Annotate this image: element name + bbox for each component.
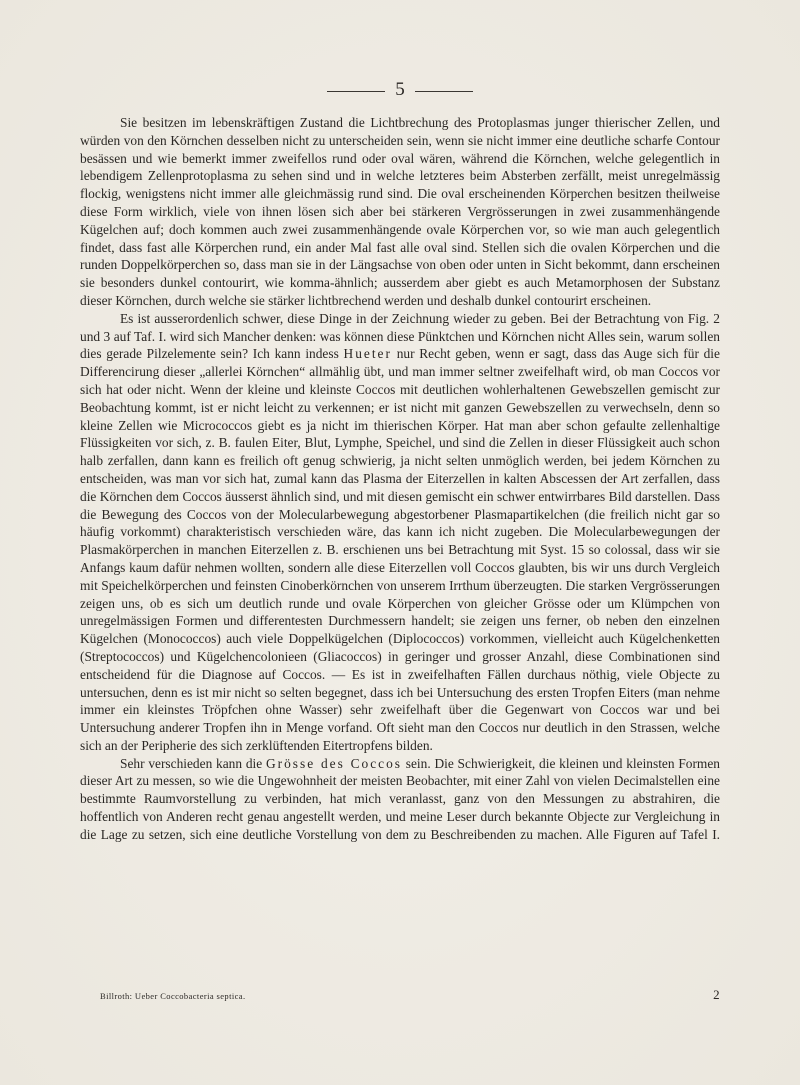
- paragraph-2-text-b: nur Recht geben, wenn er sagt, dass das Auge sich für die Differencirung dieser „allerlei Körnchen“ allmählig übt, und man immer seltner zweifelhaft wird, ob man Coccos vor sich hat oder nicht. Wenn der kleine und kleinste Coccos mit deutlichen wohlerhaltenen Gewebszellen gemischt zur Beobachtung kommt, ist er nicht leicht zu verkennen; er ist nicht mit ganzen Gewebszellen zu verwechseln, denn so kleine Zellen wie Micrococcos giebt es ja nicht im thierischen Körper. Hat man aber schon gefaulte zellenhaltige Flüssigkeiten vor sich, z. B. faulen Eiter, Blut, Lymphe, Speichel, und sind die Zellen in dieser Flüssigkeit auch schon halb zerfallen, dann kann es freilich oft genug schwierig, ja nicht selten unmöglich werden, bei jedem Körnchen zu entscheiden, was man vor sich hat, zumal kann das Plasma der Eiterzellen in kalten Abscessen der Art zerfallen, dass die Körnchen dem Coccos äusserst ähnlich sind, und mit diesen gemischt ein schwer entwirrbares Bild darstellen. Dass die Bewegung des Coccos von der Molecularbewegung abgestorbener Plasmapartikelchen (die freilich nicht gar so häufig vorkommt) charakteristisch verschieden wäre, das kann ich nicht zugeben. Die Molecularbewegungen der Plasmakörperchen in manchen Eiterzellen z. B. erschienen uns bei Betrachtung mit Syst. 15 so colossal, dass wir sie Anfangs kaum dafür nehmen wollten, sondern alle diese Eiterzellen voll Coccos glaubten, bis wir uns durch Vergleich mit Speichelkörperchen und feinsten Cinoberkörnchen von unserem Irrthum überzeugten. Die starken Vergrösserungen zeigen uns, ob es sich um deutlich runde und ovale Körperchen von gleicher Grösse oder um Klümpchen von unregelmässigen Formen und differentesten Durchmessern handelt; sie zeigen uns ferner, ob neben den einzelnen Kügelchen (Monococcos) auch viele Doppelkügelchen (Diplococcos) vorkommen, vielleicht auch Kügelchenketten (Streptococcos) und Kügelchencolonieen (Gliacoccos) in geringer und grosser Anzahl, diese Combinationen sind entscheidend für die Diagnose auf Coccos. — Es ist in zweifelhaften Fällen durchaus nöthig, viele Objecte zu untersuchen, denn es ist mir nicht so selten begegnet, dass ich bei Untersuchung des ersten Tropfen Eiters (man nehme immer ein kleinstes Tröpfchen ohne Wasser) sehr zweifelhaft über die Gegenwart von Coccos war und bei Untersuchung anderer Tropfen ihn in Menge vorfand. Oft sieht man den Coccos nur deutlich in den Strassen, welche sich an der Peripherie des sich zerklüftenden Eitertropfens bilden.: [80, 346, 720, 753]
- paragraph-3-text-a: Sehr verschieden kann die: [120, 755, 263, 771]
- paragraph-1-text: Sie besitzen im lebenskräftigen Zustand die Lichtbrechung des Protoplasmas junger thierischer Zellen, und würden von den Körnchen desselben nicht zu unterscheiden sein, wenn sie nicht immer eine deutliche scharfe Contour besässen und wie bemerkt immer zweifellos rund oder oval wären, während die Körnchen, welche gelegentlich in lebendigem Zellenprotoplasma zu sehen sind und in welche letzteres beim Absterben zerfällt, meist unregelmässig flockig, wenigstens nicht immer alle gleichmässig rund sind. Die oval erscheinenden Körperchen besitzen theilweise diese Form wirklich, viele von ihnen lösen sich aber bei stärkeren Vergrösserungen in zwei zusammenhängende Kügelchen auf; doch kommen auch zwei zusammenhängende ovale Körperchen vor, so wie man auch gelegentlich findet, dass fast alle Körperchen rund, ein ander Mal fast alle oval sind. Stellen sich die ovalen Körperchen und die runden Doppelkörperchen so, dass man sie in der Längsachse von oben oder unten in Sicht bekommt, dann erscheinen sie besonders dunkel contourirt, wie komma-ähnlich; ausserdem aber giebt es auch Metamorphosen der Substanz dieser Körnchen, durch welche sie stärker lichtbrechend werden und deshalb dunkel contourirt erscheinen.: [80, 115, 720, 308]
- paragraph-3: [80, 755, 720, 844]
- page-footer: [100, 987, 720, 1003]
- header-rule-left: [327, 91, 385, 92]
- running-title: Billroth: Ueber Coccobacteria septica.: [100, 991, 246, 1001]
- body-text: [80, 114, 720, 844]
- author-name-hueter: Hueter: [343, 346, 392, 362]
- paragraph-1: [80, 114, 720, 310]
- header-rule-right: [415, 91, 473, 92]
- paragraph-2-text-a: Es ist ausserordenlich schwer, diese Dinge in der Zeichnung wieder zu geben. Bei der Betrachtung von Fig. 2 und 3 auf Taf. I. wird sich Mancher denken: was können diese Pünktchen und Körnchen nicht Alles sein, warum sollen dies gerade Pilzelemente sein? Ich kann indess: [80, 310, 720, 362]
- paragraph-2: [80, 310, 720, 755]
- page-number: 5: [395, 79, 405, 100]
- page-header: [0, 80, 800, 100]
- emphasis-grosse-des-coccos: Grösse des Coccos: [265, 755, 402, 771]
- paragraph-3-text-b: sein. Die Schwierigkeit, die kleinen und kleinsten Formen dieser Art zu messen, so wie die Ungewohnheit der meisten Beobachter, mit einer Zahl von vielen Decimalstellen eine bestimmte Raumvorstellung zu verbinden, hat mich veranlasst, ganz von den Messungen zu abstrahiren, die hoffentlich von Anderen recht genau angestellt werden, und meine Leser durch bekannte Objecte zur Vergleichung in die Lage zu setzen, sich eine deutliche Vorstellung von dem zu Beschreibenden zu machen. Alle Figuren auf Tafel I.: [80, 755, 720, 842]
- signature-mark: 2: [713, 987, 720, 1002]
